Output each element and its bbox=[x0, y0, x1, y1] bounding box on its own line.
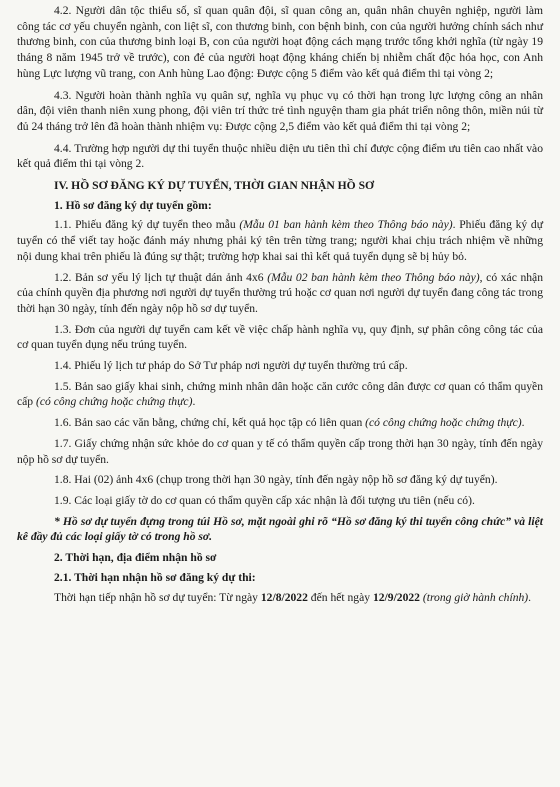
deadline-text-2: đến hết ngày bbox=[307, 590, 373, 604]
item-1-9: 1.9. Các loại giấy tờ do cơ quan có thẩm quyền cấp xác nhận là đối tượng ưu tiên (nếu có). bbox=[54, 493, 475, 507]
item-1-7: 1.7. Giấy chứng nhận sức khỏe do cơ quan y tế có thẩm quyền cấp trong thời hạn 30 ngày, tính đến ngày nộp hồ sơ dự tuyển. bbox=[17, 436, 543, 466]
deadline-text: Thời hạn tiếp nhận hồ sơ dự tuyển: Từ ngày bbox=[54, 590, 261, 604]
subheading-2: 2. Thời hạn, địa điểm nhận hồ sơ bbox=[54, 551, 217, 565]
item-1-2-text: 1.2. Bản sơ yếu lý lịch tự thuật dán ảnh 4x6 bbox=[54, 270, 268, 284]
item-1-2-rest: , có xác nhận của chính quyền địa phương nơi người dự tuyển thường trú hoặc cơ quan nơi người dự tuyển đang công tác trong thời hạn 30 ngày, tính đến ngày nộp hồ sơ dự tuyển. bbox=[17, 270, 543, 315]
deadline-paragraph bbox=[17, 590, 543, 606]
item-1-2-italic: (Mẫu 02 ban hành kèm theo Thông báo này) bbox=[267, 270, 480, 284]
item-1-6-rest: . bbox=[521, 416, 525, 430]
deadline-end-date: 12/9/2022 bbox=[372, 590, 420, 604]
item-1-6-italic: (có công chứng hoặc chứng thực) bbox=[365, 416, 522, 430]
item-1-1 bbox=[17, 217, 543, 264]
item-1-5-italic: (có công chứng hoặc chứng thực) bbox=[36, 395, 193, 409]
item-1-8: 1.8. Hai (02) ảnh 4x6 (chụp trong thời hạn 30 ngày, tính đến ngày nộp hồ sơ đăng ký dự tuyển). bbox=[54, 473, 498, 487]
item-1-4: 1.4. Phiếu lý lịch tư pháp do Sở Tư pháp nơi người dự tuyển thường trú cấp. bbox=[54, 359, 408, 373]
item-1-5 bbox=[17, 379, 543, 410]
item-1-5-text: 1.5. Bản sao giấy khai sinh, chứng minh nhân dân hoặc căn cước công dân được cơ quan có thẩm quyền cấp bbox=[17, 379, 543, 409]
paragraph-4-4: 4.4. Trường hợp người dự thi tuyển thuộc nhiều diện ưu tiên thì chỉ được cộng điểm ưu tiên cao nhất vào kết quả điểm thi tại vòng 2. bbox=[17, 141, 543, 171]
item-1-1-rest: . Phiếu đăng ký dự tuyển có thể viết tay hoặc đánh máy nhưng phải ký tên trên từng trang; người khai chịu trách nhiệm về những nội dung khai trên phiếu là đúng sự thật; trường hợp khai sai thì kết quả tuyển dụng sẽ bị hủy bỏ. bbox=[17, 218, 543, 263]
item-1-1-italic: (Mẫu 01 ban hành kèm theo Thông báo này) bbox=[239, 218, 453, 232]
item-1-6 bbox=[17, 415, 543, 431]
item-1-5-rest: . bbox=[192, 395, 196, 409]
deadline-start-date: 12/8/2022 bbox=[260, 590, 308, 604]
item-1-6-text: 1.6. Bản sao các văn bằng, chứng chỉ, kết quả học tập có liên quan bbox=[54, 416, 366, 430]
item-1-1-text: 1.1. Phiếu đăng ký dự tuyển theo mẫu bbox=[54, 218, 240, 232]
deadline-hours: (trong giờ hành chính) bbox=[422, 590, 529, 604]
item-1-3: 1.3. Đơn của người dự tuyển cam kết về việc chấp hành nghĩa vụ, quy định, sự phân công công tác của cơ quan tuyển dụng nếu trúng tuyển. bbox=[17, 322, 543, 352]
deadline-end: . bbox=[528, 590, 532, 604]
dossier-note: * Hồ sơ dự tuyển đựng trong túi Hồ sơ, mặt ngoài ghi rõ “Hồ sơ đăng ký thi tuyển công chức” và liệt kê đầy đủ các loại giấy tờ có trong hồ sơ. bbox=[17, 514, 543, 544]
item-1-2 bbox=[17, 270, 543, 317]
subheading-2-1: 2.1. Thời hạn nhận hồ sơ đăng ký dự thi: bbox=[54, 570, 256, 584]
paragraph-4-2: 4.2. Người dân tộc thiểu số, sĩ quan quân đội, sĩ quan công an, quân nhân chuyên nghiệp, người làm công tác cơ yếu chuyển ngành, con liệt sĩ, con thương binh, con bệnh binh, con của người hưởng chính sách như thương binh, con của thương binh loại B, con của người hoạt động cách mạng trước tổng khởi nghĩa (từ ngày 19 tháng 8 năm 1945 trở về trước), con đẻ của người hoạt động kháng chiến bị nhiễm chất độc hóa học, con Anh hùng Lực lượng vũ trang, con Anh hùng Lao động: Được cộng 5 điểm vào kết quả điểm thi tại vòng 2; bbox=[17, 4, 543, 80]
subheading-1: 1. Hồ sơ đăng ký dự tuyển gồm: bbox=[54, 198, 212, 212]
paragraph-4-3: 4.3. Người hoàn thành nghĩa vụ quân sự, nghĩa vụ phục vụ có thời hạn trong lực lượng công an nhân dân, đội viên thanh niên xung phong, đội viên trí thức trẻ tình nguyện tham gia phát triển nông thôn, miền núi từ đủ 24 tháng trở lên đã hoàn thành nhiệm vụ: Được cộng 2,5 điểm vào kết quả điểm thi tại vòng 2; bbox=[17, 88, 543, 133]
section-heading-iv: IV. HỒ SƠ ĐĂNG KÝ DỰ TUYỂN, THỜI GIAN NHẬN HỒ SƠ bbox=[54, 179, 375, 193]
